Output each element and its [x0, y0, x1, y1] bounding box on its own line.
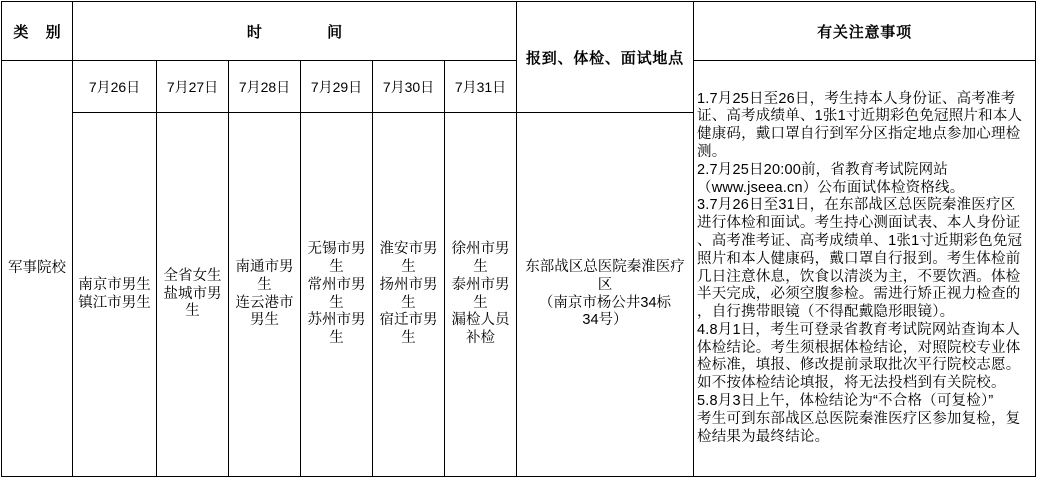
date-cell-jul26	[72, 60, 157, 113]
note-line: 5.8月3日上午，体检结论为“不合格（可复检）”	[697, 393, 994, 410]
note-line: 2.7月25日20:00前，省教育考试院网站	[697, 161, 948, 178]
schedule-cell-jul31	[444, 112, 517, 477]
schedule-line: 生	[473, 294, 488, 311]
note-line: 4.8月1日，考生可登录省教育考试院网站查询本人	[697, 321, 1021, 338]
date-cell-jul29	[300, 60, 373, 113]
schedule-cell-jul30	[372, 112, 445, 477]
note-item-1	[697, 91, 1022, 162]
category-cell	[1, 60, 73, 477]
schedule-cell-jul26	[72, 112, 157, 477]
time-header-cell	[72, 1, 517, 61]
schedule-line: 镇江市男生	[78, 294, 151, 311]
date-label: 7月29日	[310, 78, 363, 95]
notes-header-label: 有关注意事项	[817, 23, 912, 41]
note-line: 半天完成，必须空腹参检。需进行矫正视力检查的	[697, 286, 1021, 303]
schedule-line: 苏州市男	[307, 312, 366, 329]
schedule-cell-jul27	[156, 112, 229, 477]
date-cell-jul31	[444, 60, 517, 113]
schedule-line: 南通市男	[235, 258, 294, 275]
schedule-line: 生	[257, 276, 272, 293]
category-header-cell	[1, 1, 73, 61]
category-label: 军事院校	[8, 259, 66, 276]
note-line: 3.7月26日至31日，在东部战区总医院秦淮医疗区	[697, 197, 1016, 214]
note-line: （www.jseea.cn）公布面试体检资格线。	[697, 179, 965, 196]
location-header-label: 报到、体检、面试地点	[525, 49, 684, 67]
date-cell-jul30	[372, 60, 445, 113]
note-line: 几日注意休息，饮食以清淡为主，不要饮酒。体检	[697, 268, 1021, 285]
note-item-5	[697, 393, 1020, 446]
schedule-line: 生	[401, 330, 416, 347]
schedule-line: 生	[401, 258, 416, 275]
note-line: 考生可到东部战区总医院秦淮医疗区参加复检，复	[697, 410, 1021, 427]
note-line: 检标准，填报、修改提前录取批次平行院校志愿。	[697, 357, 1021, 374]
note-item-4	[697, 322, 1020, 393]
schedule-line: 宿迁市男	[379, 312, 438, 329]
schedule-line: 生	[473, 258, 488, 275]
schedule-line: 漏检人员	[451, 312, 510, 329]
location-line: 东部战区总医院秦淮医疗	[525, 258, 685, 275]
note-line: 、高考准考证、高考成绩单、1张1寸近期彩色免冠	[697, 232, 1023, 249]
note-line: 证、高考成绩单、1张1寸近期彩色免冠照片和本人	[697, 108, 1023, 125]
schedule-line: 连云港市	[235, 294, 294, 311]
date-cell-jul28	[228, 60, 301, 113]
note-line: 测。	[697, 143, 727, 160]
schedule-line: 常州市男	[307, 276, 366, 293]
schedule-line: 生	[185, 303, 200, 320]
schedule-line: 生	[329, 294, 344, 311]
schedule-line: 生	[401, 294, 416, 311]
notes-cell	[693, 60, 1036, 477]
schedule-line: 生	[329, 330, 344, 347]
location-line: 区	[597, 276, 613, 293]
note-item-3	[697, 197, 1022, 322]
schedule-line: 徐州市男	[451, 241, 510, 258]
schedule-line: 南京市男生	[78, 276, 151, 293]
date-label: 7月27日	[166, 78, 219, 95]
schedule-line: 补检	[466, 330, 495, 347]
schedule-line: 无锡市男	[307, 241, 366, 258]
time-header-label: 时 间	[246, 23, 343, 41]
note-line: ，自行携带眼镜（不得配戴隐形眼镜）。	[697, 304, 955, 321]
schedule-line: 全省女生	[163, 267, 222, 284]
schedule-line: 泰州市男	[451, 276, 510, 293]
note-line: 照片和本人健康码，戴口罩自行报到。考生体检前	[697, 250, 1021, 267]
schedule-line: 盐城市男	[163, 285, 222, 302]
location-line: （南京市杨公井34标	[538, 294, 672, 311]
schedule-line: 男生	[250, 312, 279, 329]
date-label: 7月31日	[454, 78, 507, 95]
schedule-line: 扬州市男	[379, 276, 438, 293]
schedule-line: 生	[329, 258, 344, 275]
date-label: 7月26日	[88, 78, 141, 95]
notes-header-cell	[693, 1, 1036, 61]
schedule-cell-jul29	[300, 112, 373, 477]
date-label: 7月28日	[238, 78, 291, 95]
location-line: 34号）	[582, 312, 628, 329]
schedule-cell-jul28	[228, 112, 301, 477]
schedule-line: 淮安市男	[379, 241, 438, 258]
date-label: 7月30日	[382, 78, 435, 95]
note-line: 检结果为最终结论。	[697, 428, 830, 445]
date-cell-jul27	[156, 60, 229, 113]
note-line: 如不按体检结论填报，将无法投档到有关院校。	[697, 375, 1006, 392]
note-line: 健康码，戴口罩自行到军分区指定地点参加心理检	[697, 126, 1021, 143]
note-item-2	[697, 162, 964, 198]
category-header-label: 类 别	[13, 23, 61, 41]
note-line: 1.7月25日至26日，考生持本人身份证、高考准考	[697, 90, 1016, 107]
note-line: 体检结论。考生须根据体检结论，对照院校专业体	[697, 339, 1021, 356]
location-header-cell	[516, 1, 694, 113]
note-line: 进行体检和面试。考生持心测面试表、本人身份证	[697, 215, 1021, 232]
location-cell	[516, 112, 694, 477]
